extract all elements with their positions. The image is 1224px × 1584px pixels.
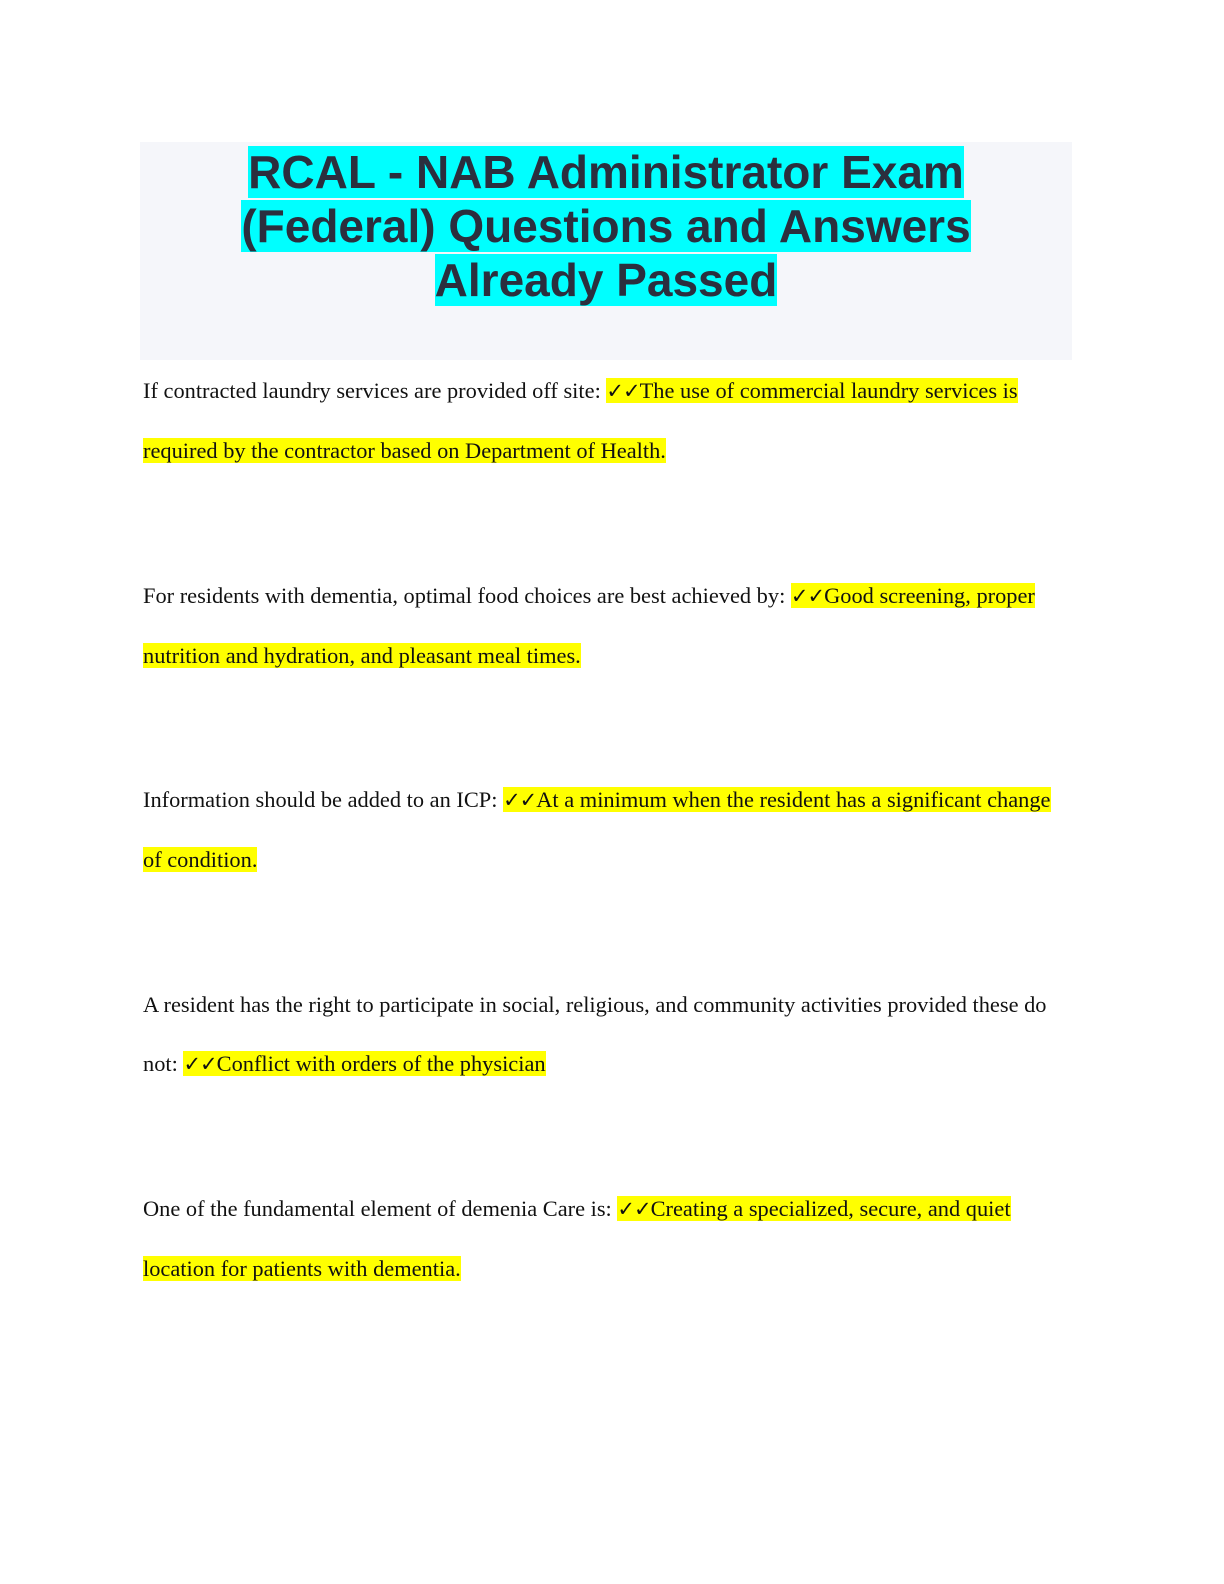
qa-item-4 [143, 975, 1073, 1180]
title-line-2: (Federal) Questions and Answers [241, 200, 971, 252]
double-check-icon: ✓✓ [617, 1197, 651, 1221]
title-line-3: Already Passed [434, 254, 778, 306]
double-check-icon: ✓✓ [790, 583, 825, 608]
question-text: One of the fundamental element of demenia Care is: [143, 1196, 618, 1221]
qa-item-3 [143, 770, 1073, 975]
question-text: Information should be added to an ICP: [143, 787, 504, 812]
double-check-icon: ✓✓ [183, 1051, 217, 1076]
document-title [241, 146, 970, 306]
double-check-icon: ✓✓ [606, 379, 640, 403]
answer-highlight [183, 1051, 545, 1076]
double-check-icon: ✓✓ [503, 788, 537, 812]
answer-text: Creating a specialized, secure, and quiet location for patients with dementia. [143, 1196, 1011, 1281]
question-text: A resident has the right to participate in social, religious, and community activities provided these do not: [143, 991, 1047, 1076]
title-banner [140, 142, 1072, 360]
qa-item-2 [143, 566, 1073, 771]
qa-item-1 [143, 361, 1073, 566]
qa-list [143, 361, 1073, 1384]
answer-text: The use of commercial laundry services is required by the contractor based on Department of Health. [143, 378, 1018, 463]
answer-text: At a minimum when the resident has a significant change of condition. [143, 787, 1051, 872]
question-text: If contracted laundry services are provided off site: [143, 378, 607, 403]
answer-text: Good screening, proper nutrition and hydration, and pleasant meal times. [143, 582, 1035, 668]
answer-text: Conflict with orders of the physician [216, 1050, 546, 1076]
qa-item-5 [143, 1179, 1073, 1384]
question-text: For residents with dementia, optimal food choices are best achieved by: [143, 582, 791, 608]
title-line-1: RCAL - NAB Administrator Exam [248, 146, 964, 198]
